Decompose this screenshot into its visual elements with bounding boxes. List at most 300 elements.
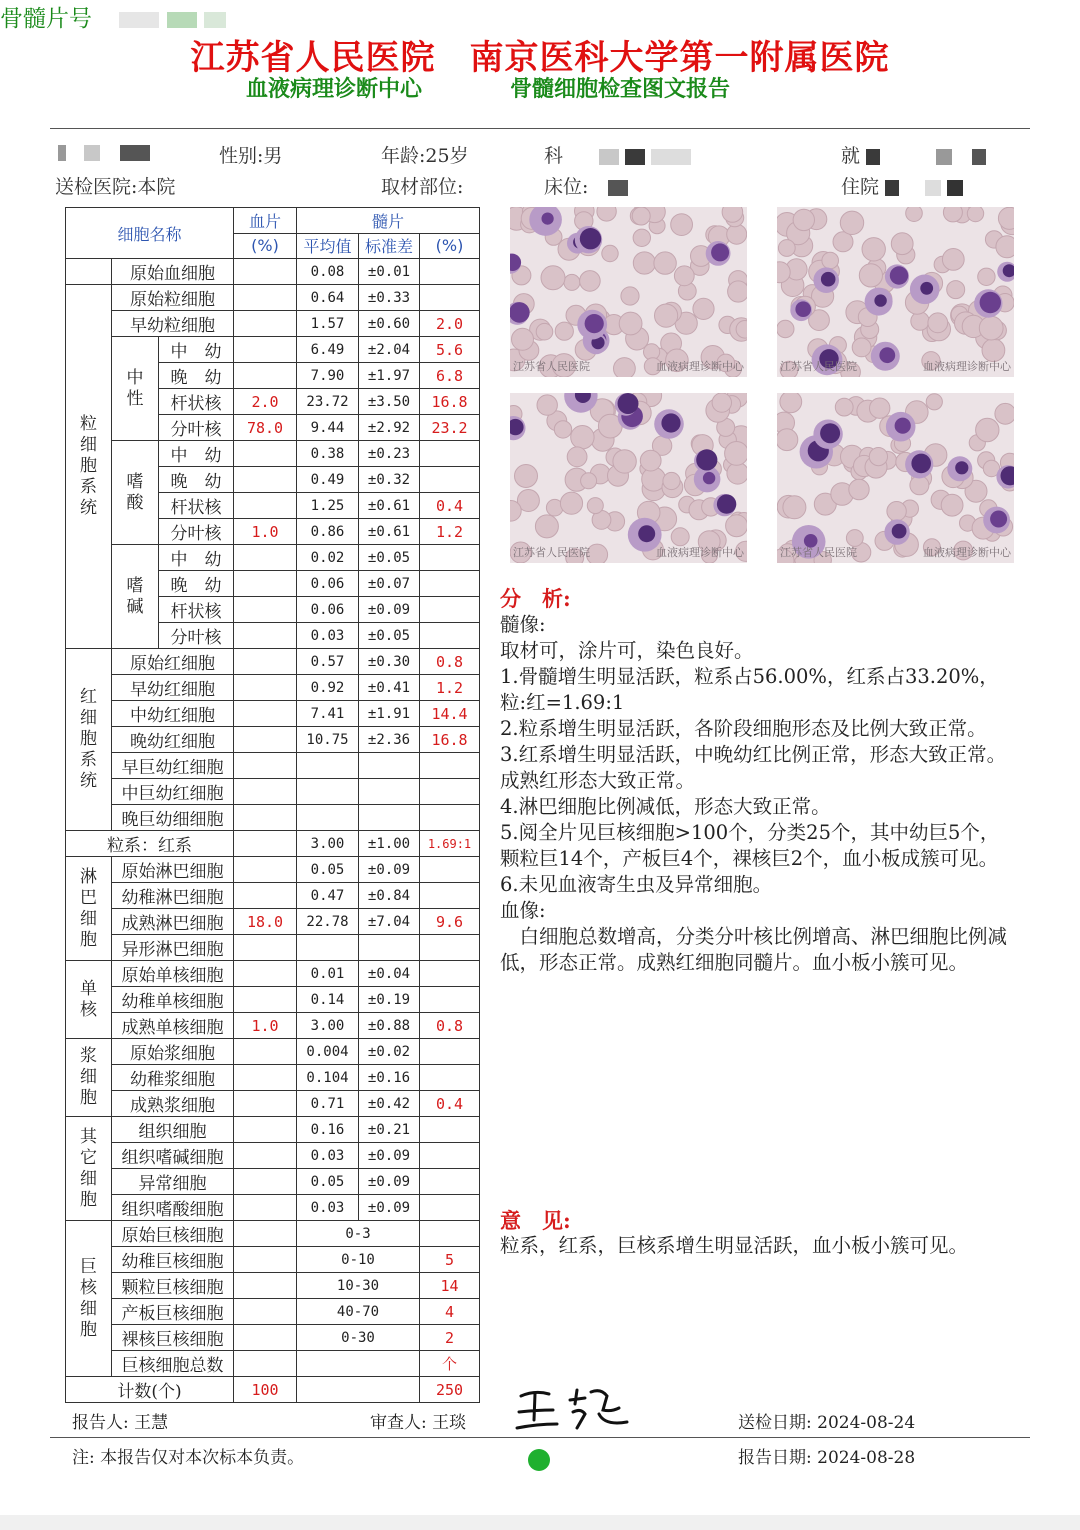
patient-ward [841, 172, 963, 199]
table-row [66, 1091, 480, 1117]
reference-range [297, 1351, 420, 1377]
group-erythroid: 红细胞系统 [66, 649, 112, 831]
marrow-pct-cell [420, 441, 480, 467]
sd-cell [359, 805, 420, 831]
red-cell-mark [947, 281, 965, 299]
nucleus-mark [955, 461, 968, 474]
red-cell-mark [976, 418, 999, 441]
mean-cell: 7.90 [297, 363, 359, 389]
table-row [66, 545, 480, 571]
analysis-line: 3.红系增生明显活跃，中晚幼红比例正常，形态大致正常。成熟红形态大致正常。 [500, 743, 1007, 792]
mean-cell: 0.08 [297, 259, 359, 285]
cell-name: 原始淋巴细胞 [112, 857, 234, 883]
marrow-pct-cell: 0.8 [420, 1013, 480, 1039]
table-row [66, 1065, 480, 1091]
table-row [66, 753, 480, 779]
marrow-pct-cell [420, 961, 480, 987]
cell-name: 原始浆细胞 [112, 1039, 234, 1065]
blood-pct-cell [234, 363, 297, 389]
red-cell-mark [910, 476, 929, 495]
table-row [66, 1273, 480, 1299]
count-blood: 100 [234, 1377, 297, 1403]
nucleus-mark [890, 266, 908, 284]
red-cell-mark [554, 421, 571, 438]
marrow-pct-cell [420, 779, 480, 805]
blood-pct-cell [234, 727, 297, 753]
cell-name: 分叶核 [159, 519, 234, 545]
analysis-line: 1.骨髓增生明显活跃，粒系占56.00%，红系占33.20%，粒:红=1.69:1 [500, 665, 999, 714]
subgroup-basophil: 嗜碱 [112, 545, 159, 649]
table-row [66, 857, 480, 883]
cell-name: 分叶核 [159, 623, 234, 649]
blood-pct-cell [234, 1195, 297, 1221]
cell-name: 早幼粒细胞 [112, 311, 234, 337]
table-row [66, 961, 480, 987]
sd-cell: ±0.09 [359, 597, 420, 623]
blood-pct-cell [234, 311, 297, 337]
nucleus-mark [510, 302, 530, 323]
table-row [66, 441, 480, 467]
mean-cell: 0.14 [297, 987, 359, 1013]
sd-cell [359, 935, 420, 961]
mean-cell: 0.03 [297, 1195, 359, 1221]
marrow-pct-cell [420, 987, 480, 1013]
red-cell-mark [906, 207, 923, 222]
ward-label: 住院 [841, 176, 880, 198]
sd-cell: ±1.97 [359, 363, 420, 389]
nucleus-mark [990, 511, 1007, 528]
red-cell-mark [712, 393, 731, 412]
sd-cell: ±0.61 [359, 493, 420, 519]
mean-cell: 22.78 [297, 909, 359, 935]
red-cell-mark [613, 450, 636, 473]
blood-pct-cell [234, 987, 297, 1013]
report-type: 骨髓细胞检查图文报告 [510, 76, 731, 102]
micrograph-svg [510, 207, 747, 377]
red-cell-mark [614, 358, 636, 377]
bone-marrow-no-label: 骨髓片号 [0, 6, 92, 32]
blood-pct-cell [234, 1143, 297, 1169]
nucleus-mark [795, 301, 811, 317]
blood-pct-cell [234, 571, 297, 597]
micrograph-4 [777, 393, 1014, 563]
mean-cell: 0.02 [297, 545, 359, 571]
nucleus-mark [911, 454, 931, 474]
cell-name: 幼稚巨核细胞 [112, 1247, 234, 1273]
sd-cell: ±0.84 [359, 883, 420, 909]
mean-cell [297, 753, 359, 779]
blood-pct-cell [234, 1065, 297, 1091]
cell-name: 颗粒巨核细胞 [112, 1273, 234, 1299]
cell-name: 分叶核 [159, 415, 234, 441]
red-cell-mark [580, 271, 601, 292]
mean-cell: 9.44 [297, 415, 359, 441]
sd-cell: ±0.32 [359, 467, 420, 493]
red-cell-mark [783, 496, 806, 519]
marrow-pct-cell [420, 597, 480, 623]
patient-age: 年龄:25岁 [381, 145, 469, 167]
red-cell-mark [587, 498, 603, 514]
table-row [66, 1247, 480, 1273]
group-other: 其它细胞 [66, 1117, 112, 1221]
photo-caption-right: 血液病理诊断中心 [656, 360, 744, 373]
sd-cell: ±0.88 [359, 1013, 420, 1039]
red-cell-mark [869, 448, 887, 466]
blood-pct-cell: 1.0 [234, 1013, 297, 1039]
nucleus-mark [895, 418, 911, 434]
nucleus-mark [542, 213, 554, 225]
mean-cell: 3.00 [297, 1013, 359, 1039]
marrow-pct-cell [420, 1169, 480, 1195]
table-row [66, 1221, 480, 1247]
mean-cell: 0.64 [297, 285, 359, 311]
micrograph-3 [510, 393, 747, 563]
reference-range: 10-30 [297, 1273, 420, 1299]
marrow-pct-cell [420, 1143, 480, 1169]
red-cell-mark [978, 268, 995, 285]
marrow-pct-cell [420, 285, 480, 311]
subgroup-eosinophil: 嗜酸 [112, 441, 159, 545]
header-blood-pct: (%) [234, 233, 297, 259]
mean-cell: 0.06 [297, 597, 359, 623]
photo-caption-left: 江苏省人民医院 [780, 546, 857, 559]
red-cell-mark [887, 502, 906, 521]
table-row [66, 208, 480, 234]
red-cell-mark [564, 274, 580, 290]
handwritten-signature [515, 1382, 635, 1438]
group-lymphocyte: 淋巴细胞 [66, 857, 112, 961]
reference-range: 0-3 [297, 1221, 420, 1247]
cell-name: 杆状核 [159, 493, 234, 519]
red-cell-mark [727, 224, 747, 244]
cell-name: 成熟淋巴细胞 [112, 909, 234, 935]
table-row [66, 1351, 480, 1377]
subgroup-neutrophil: 中性 [112, 337, 159, 441]
photo-caption-right: 血液病理诊断中心 [923, 360, 1011, 373]
red-cell-mark [674, 266, 694, 286]
cell-name: 杆状核 [159, 597, 234, 623]
marrow-pct-cell [420, 1117, 480, 1143]
mean-cell: 0.03 [297, 1143, 359, 1169]
table-row [66, 675, 480, 701]
red-cell-mark [793, 209, 814, 230]
micrograph-svg [510, 393, 747, 563]
blood-pct-cell [234, 1117, 297, 1143]
table-row [66, 1377, 480, 1403]
nucleus-mark [618, 393, 639, 414]
red-cell-mark [722, 207, 743, 222]
marrow-pct-cell [420, 545, 480, 571]
sample-site: 取材部位: [381, 176, 464, 198]
marrow-pct-cell [420, 1221, 480, 1247]
mean-cell: 0.47 [297, 883, 359, 909]
red-cell-mark [728, 281, 747, 302]
blood-pct-cell [234, 1039, 297, 1065]
red-cell-mark [725, 442, 747, 466]
sd-cell: ±0.61 [359, 519, 420, 545]
cell-name: 原始血细胞 [112, 259, 234, 285]
cell-name: 原始粒细胞 [112, 285, 234, 311]
nucleus-mark [892, 524, 907, 539]
sd-cell: ±2.36 [359, 727, 420, 753]
cell-name: 杆状核 [159, 389, 234, 415]
table-row [66, 987, 480, 1013]
table-row [66, 1195, 480, 1221]
marrow-label: 髓像: [500, 613, 546, 636]
marrow-pct-cell [420, 883, 480, 909]
blood-pct-cell [234, 1169, 297, 1195]
sd-cell: ±0.19 [359, 987, 420, 1013]
sd-cell: ±0.16 [359, 1065, 420, 1091]
blood-pct-cell [234, 597, 297, 623]
table-row [66, 311, 480, 337]
marrow-pct-cell: 2.0 [420, 311, 480, 337]
red-cell-mark [632, 207, 650, 225]
red-cell-mark [633, 229, 650, 246]
red-cell-mark [852, 338, 871, 357]
sd-cell: ±0.09 [359, 1169, 420, 1195]
red-cell-mark [891, 233, 913, 255]
dept-label: 科 [544, 145, 564, 167]
sd-cell: ±0.09 [359, 1143, 420, 1169]
red-cell-mark [862, 238, 885, 261]
red-cell-mark [654, 252, 676, 274]
header-sd: 标准差 [359, 233, 420, 259]
sd-cell: ±2.92 [359, 415, 420, 441]
red-cell-mark [941, 494, 963, 516]
table-row [66, 285, 480, 311]
sd-cell: ±0.04 [359, 961, 420, 987]
red-cell-mark [536, 323, 553, 340]
red-cell-mark [535, 515, 558, 538]
mean-cell: 0.03 [297, 623, 359, 649]
group-cell [66, 259, 112, 285]
red-cell-mark [943, 207, 962, 222]
sd-cell: ±3.50 [359, 389, 420, 415]
sd-cell: ±0.07 [359, 571, 420, 597]
red-cell-mark [926, 394, 942, 410]
reference-range: 0-10 [297, 1247, 420, 1273]
sd-cell: ±0.05 [359, 545, 420, 571]
nucleus-mark [711, 243, 729, 261]
red-cell-mark [835, 398, 853, 416]
group-monocyte: 单核 [66, 961, 112, 1039]
photo-caption-right: 血液病理诊断中心 [923, 546, 1011, 559]
cell-name: 幼稚浆细胞 [112, 1065, 234, 1091]
marrow-pct-cell [420, 1065, 480, 1091]
blood-pct-cell [234, 1299, 297, 1325]
mean-cell: 0.71 [297, 1091, 359, 1117]
opinion-title: 意 见: [500, 1208, 571, 1233]
table-row [66, 1039, 480, 1065]
sd-cell: ±1.91 [359, 701, 420, 727]
analysis-line: 2.粒系增生明显活跃，各阶段细胞形态及比例大致正常。 [500, 717, 987, 740]
hospital-name-1: 江苏省人民医院 [190, 38, 436, 78]
sd-cell: ±7.04 [359, 909, 420, 935]
nucleus-mark [879, 347, 895, 363]
mean-cell: 0.05 [297, 1169, 359, 1195]
marrow-pct-cell: 5.6 [420, 337, 480, 363]
group-megakaryocyte: 巨核细胞 [66, 1221, 112, 1377]
nucleus-mark [717, 494, 736, 513]
red-cell-mark [778, 240, 795, 257]
red-cell-mark [942, 249, 964, 271]
analysis-line: 6.未见血液寄生虫及异常细胞。 [500, 873, 773, 896]
nucleus-mark [696, 449, 717, 470]
table-row [66, 1299, 480, 1325]
marrow-pct-cell: 0.4 [420, 1091, 480, 1117]
red-cell-mark [541, 266, 565, 290]
mean-cell: 0.16 [297, 1117, 359, 1143]
table-row [66, 337, 480, 363]
red-cell-mark [928, 313, 948, 333]
marrow-pct-cell [420, 1195, 480, 1221]
marrow-pct-cell: 1.2 [420, 519, 480, 545]
table-row [66, 701, 480, 727]
micrograph-svg [777, 393, 1014, 563]
report-note: 注: 本报告仅对本次标本负责。 [72, 1448, 305, 1468]
sd-cell: ±2.04 [359, 337, 420, 363]
red-cell-mark [602, 245, 618, 261]
send-hospital: 送检医院:本院 [55, 176, 176, 198]
cell-name: 早幼红细胞 [112, 675, 234, 701]
nucleus-mark [703, 472, 715, 484]
mean-cell: 0.38 [297, 441, 359, 467]
cell-name: 中 幼 [159, 545, 234, 571]
blood-pct-cell [234, 961, 297, 987]
red-cell-mark [621, 287, 639, 305]
red-cell-mark [979, 316, 1003, 340]
sd-cell: ±0.42 [359, 1091, 420, 1117]
red-cell-mark [655, 304, 678, 327]
redacted-field [204, 12, 226, 28]
marrow-pct-cell [420, 623, 480, 649]
cell-name: 晚巨幼细细胞 [112, 805, 234, 831]
mean-cell: 0.004 [297, 1039, 359, 1065]
table-row [66, 1117, 480, 1143]
blood-pct-cell [234, 259, 297, 285]
red-cell-mark [859, 264, 882, 287]
marrow-pct-cell: 0.8 [420, 649, 480, 675]
blood-pct-cell [234, 545, 297, 571]
marrow-pct-cell: 4 [420, 1299, 480, 1325]
mean-cell: 3.00 [297, 831, 359, 857]
sd-cell: ±0.21 [359, 1117, 420, 1143]
cell-name: 异形淋巴细胞 [112, 935, 234, 961]
blood-pct-cell: 18.0 [234, 909, 297, 935]
mean-cell: 6.49 [297, 337, 359, 363]
sd-cell [359, 753, 420, 779]
sd-cell: ±0.09 [359, 1195, 420, 1221]
cell-name: 晚 幼 [159, 467, 234, 493]
analysis-title: 分 析: [500, 586, 571, 611]
blood-pct-cell [234, 1247, 297, 1273]
group-granulocyte: 粒细胞系统 [66, 285, 112, 649]
red-cell-mark [619, 312, 642, 335]
red-cell-mark [911, 312, 929, 330]
sd-cell [359, 779, 420, 805]
blood-pct-cell [234, 1325, 297, 1351]
bone-marrow-no [0, 0, 1080, 33]
nucleus-mark [661, 413, 680, 432]
marrow-pct-cell: 16.8 [420, 389, 480, 415]
blood-pct-cell [234, 337, 297, 363]
nucleus-mark [580, 228, 601, 249]
red-cell-mark [870, 398, 890, 418]
blood-pct-cell [234, 675, 297, 701]
mean-cell: 0.86 [297, 519, 359, 545]
nucleus-mark [980, 292, 1001, 313]
sd-cell: ±0.01 [359, 259, 420, 285]
patient-name [58, 141, 150, 163]
red-cell-mark [640, 450, 661, 471]
mean-cell [297, 779, 359, 805]
photo-caption-left: 江苏省人民医院 [513, 360, 590, 373]
blood-pct-cell: 2.0 [234, 389, 297, 415]
red-cell-mark [777, 320, 794, 337]
page-bottom-edge [0, 1515, 1080, 1530]
bed-label: 床位: [544, 176, 589, 198]
table-row [66, 727, 480, 753]
red-cell-mark [597, 207, 616, 221]
header-pct: (%) [420, 233, 480, 259]
mean-cell [297, 935, 359, 961]
reference-range: 0-30 [297, 1325, 420, 1351]
nucleus-mark [874, 294, 886, 306]
cell-name: 中 幼 [159, 441, 234, 467]
patient-bed [544, 172, 628, 199]
cell-name: 组织嗜碱细胞 [112, 1143, 234, 1169]
mean-cell: 1.57 [297, 311, 359, 337]
marrow-pct-cell [420, 467, 480, 493]
cell-name: 晚 幼 [159, 363, 234, 389]
table-row [66, 259, 480, 285]
marrow-pct-cell: 1.69:1 [420, 831, 480, 857]
sd-cell: ±0.23 [359, 441, 420, 467]
photo-caption-left: 江苏省人民医院 [513, 546, 590, 559]
cell-count-table [65, 207, 480, 1403]
red-cell-mark [633, 252, 655, 274]
redacted-field [167, 12, 197, 28]
blood-pct-cell [234, 701, 297, 727]
mean-cell: 23.72 [297, 389, 359, 415]
table-row [66, 1325, 480, 1351]
header-marrow: 髓片 [297, 208, 480, 234]
blood-pct-cell [234, 779, 297, 805]
mean-cell: 0.49 [297, 467, 359, 493]
cell-name: 产板巨核细胞 [112, 1299, 234, 1325]
marrow-pct-cell [420, 571, 480, 597]
marrow-pct-cell: 16.8 [420, 727, 480, 753]
blood-text: 白细胞总数增高，分类分叶核比例增高、淋巴细胞比例减低，形态正常。成熟红细胞同髓片。血小板小簇可见。 [500, 925, 1008, 974]
red-cell-mark [840, 211, 863, 234]
marrow-pct-cell [420, 935, 480, 961]
marrow-pct-cell: 2 [420, 1325, 480, 1351]
visit-label: 就 [841, 145, 861, 167]
blood-label: 血像: [500, 899, 546, 922]
cell-name: 异常细胞 [112, 1169, 234, 1195]
nucleus-mark [821, 272, 836, 287]
marrow-pct-cell: 1.2 [420, 675, 480, 701]
blood-pct-cell [234, 883, 297, 909]
marrow-pct-cell [420, 1039, 480, 1065]
mean-cell: 0.06 [297, 571, 359, 597]
nucleus-mark [920, 282, 933, 295]
reference-range: 40-70 [297, 1299, 420, 1325]
red-cell-mark [967, 207, 983, 222]
blood-pct-cell [234, 753, 297, 779]
mean-cell: 7.41 [297, 701, 359, 727]
